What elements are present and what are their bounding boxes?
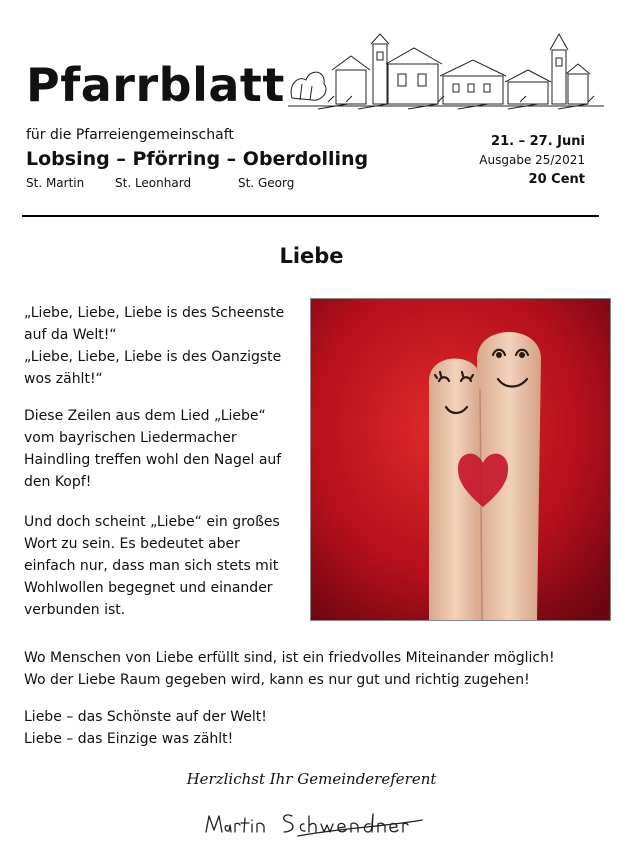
- newsletter-title: Pfarrblatt: [26, 58, 285, 112]
- paragraph-line: Diese Zeilen aus dem Lied „Liebe“: [24, 408, 266, 424]
- greeting-line: Herzlichst Ihr Gemeindereferent: [186, 770, 437, 788]
- parish-names: Lobsing – Pförring – Oberdolling: [26, 148, 369, 170]
- paragraph-line: Wo Menschen von Liebe erfüllt sind, ist ein friedvolles Miteinander möglich!: [24, 650, 555, 666]
- paragraph-line: verbunden ist.: [24, 602, 126, 618]
- handwritten-signature: [200, 802, 430, 844]
- issue-price: 20 Cent: [528, 172, 585, 187]
- paragraph-song-source: [24, 405, 309, 493]
- paragraph-line: „Liebe, Liebe, Liebe is des Scheenste: [24, 305, 285, 321]
- article-heading: Liebe: [279, 244, 344, 268]
- paragraph-line: vom bayrischen Liedermacher: [24, 430, 237, 446]
- paragraph-line: Wort zu sein. Es bedeutet aber: [24, 536, 240, 552]
- saint-label-2: St. Leonhard: [115, 176, 192, 190]
- paragraph-line: Liebe – das Schönste auf der Welt!: [24, 709, 267, 725]
- paragraph-line: wos zählt!“: [24, 371, 103, 387]
- paragraph-meaning: [24, 511, 309, 621]
- paragraph-line: „Liebe, Liebe, Liebe is des Oanzigste: [24, 349, 282, 365]
- paragraph-line: Liebe – das Einzige was zählt!: [24, 731, 234, 747]
- paragraph-line: Wo der Liebe Raum gegeben wird, kann es nur gut und richtig zugehen!: [24, 672, 530, 688]
- church-sketch-image: [288, 30, 604, 110]
- issue-number: Ausgabe 25/2021: [479, 153, 585, 167]
- paragraph-closing: [24, 706, 604, 750]
- fingers-heart-photo: [310, 298, 611, 621]
- paragraph-peace: [24, 647, 604, 691]
- paragraph-line: Haindling treffen wohl den Nagel auf: [24, 452, 282, 468]
- paragraph-line: Und doch scheint „Liebe“ ein großes: [24, 514, 280, 530]
- issue-date: 21. – 27. Juni: [491, 134, 585, 149]
- saint-label-3: St. Georg: [238, 176, 295, 190]
- paragraph-lyrics: [24, 302, 309, 390]
- newsletter-subtitle: für die Pfarreiengemeinschaft: [26, 127, 234, 143]
- paragraph-line: den Kopf!: [24, 474, 92, 490]
- paragraph-line: einfach nur, dass man sich stets mit: [24, 558, 279, 574]
- paragraph-line: auf da Welt!“: [24, 327, 117, 343]
- paragraph-line: Wohlwollen begegnet und einander: [24, 580, 273, 596]
- saint-label-1: St. Martin: [26, 176, 85, 190]
- header-divider: [22, 215, 599, 217]
